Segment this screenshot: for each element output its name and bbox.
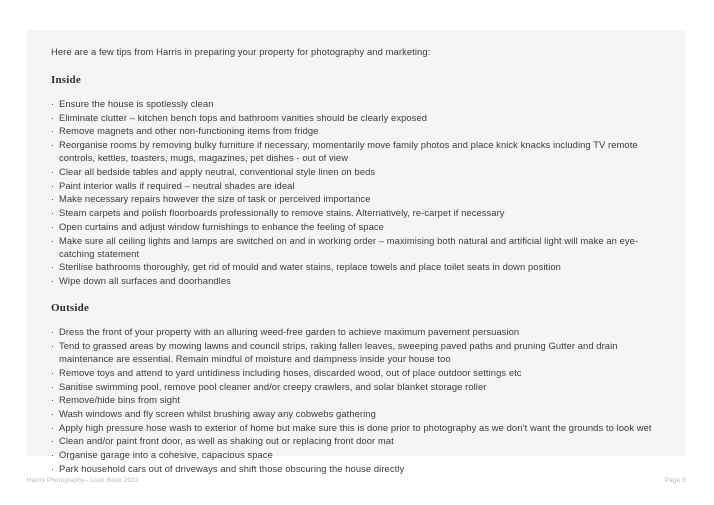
bullet-dot-icon: · [51,193,55,205]
list-item [51,234,672,260]
list-item [51,220,672,233]
list-item [51,206,672,219]
bullet-dot-icon: · [51,275,55,287]
section-heading-outside: Outside [51,302,90,315]
list-item-text: Ensure the house is spotlessly clean [59,98,214,109]
bullet-dot-icon: · [51,220,55,232]
list-item-text: Remove toys and attend to yard untidiness including hoses, discarded wood, out of place outdoor settings etc [59,366,522,378]
list-item-text: Sanitise swimming pool, remove pool cleaner and/or creepy crawlers, and solar blanket storage roller [59,380,487,392]
bullet-dot-icon: · [51,166,55,178]
list-item [51,325,672,338]
list-item [51,434,672,447]
bullet-dot-icon: · [51,394,55,406]
list-item [51,97,672,110]
list-item-text: Sterilise bathrooms thoroughly, get rid of mould and water stains, replace towels and place toilet seats in down position [59,261,561,273]
list-item-text: Wash windows and fly screen whilst brushing away any cobwebs gathering [59,408,376,420]
footer-page-number: Page 5 [664,477,686,484]
list-item-text: Eliminate clutter – kitchen bench tops and bathroom vanities should be clearly exposed [59,111,428,123]
list-item-text: Paint interior walls if required – neutral shades are ideal [59,179,295,191]
list-item-text: Reorganise rooms by removing bulky furniture if necessary, momentarily move family photos and place knick knacks including TV remote controls, kettles, toasters, mugs, magazines, pet dishes - out of view [59,139,638,164]
bullet-dot-icon: · [51,340,55,352]
list-item-text: Organise garage into a cohesive, capacious space [59,449,273,461]
list-item [51,448,672,461]
list-item-text: Make necessary repairs however the size of task or perceived importance [59,193,371,205]
bullet-dot-icon: · [51,380,55,392]
list-item-text: Open curtains and adjust window furnishings to enhance the feeling of space [59,220,384,232]
list-item-text: Apply high pressure hose wash to exterior of home but make sure this is done prior to photography as we don’t want the grounds to look wet [59,421,652,433]
list-item-text: Dress the front of your property with an alluring weed-free garden to achieve maximum pavement persuasion [59,326,520,338]
section-heading-inside: Inside [51,74,81,86]
list-item [51,179,672,192]
bullet-dot-icon: · [51,125,55,137]
content-panel [27,30,686,474]
bullet-dot-icon: · [51,98,55,109]
bullet-list-inside [51,97,672,287]
footer-document-title: Harris Photography– Look Book 2022 [27,477,139,484]
list-item [51,165,672,178]
list-item [51,124,672,137]
bullet-dot-icon: · [51,366,55,378]
list-item [51,260,672,273]
list-item [51,192,672,205]
list-item-text: Steam carpets and polish floorboards professionally to remove stains. Alternatively, re-carpet if necessary [59,207,505,219]
bullet-dot-icon: · [51,234,55,246]
bullet-dot-icon: · [51,326,55,338]
bullet-dot-icon: · [51,139,55,151]
list-item [51,407,672,420]
list-item-text: Park household cars out of driveways and shift those obscuring the house directly [59,462,405,474]
bullet-dot-icon: · [51,111,55,123]
bullet-dot-icon: · [51,435,55,447]
list-item-text: Clear all bedside tables and apply neutral, conventional style linen on beds [59,166,376,178]
list-item-text: Tend to grassed areas by mowing lawns and council strips, raking fallen leaves, sweeping paved paths and pruning Gutter and drain maintenance are essential. Remain mindful of moisture and dampness inside your house too [59,340,618,365]
list-item-text: Wipe down all surfaces and doorhandles [59,275,231,287]
list-item-text: Remove/hide bins from sight [59,394,180,406]
bullet-dot-icon: · [51,421,55,433]
list-item-text: Make sure all ceiling lights and lamps are switched on and in working order – maximising both natural and artificial light will make an eye-catching statement [59,234,639,259]
list-item [51,366,672,379]
list-item-text: Clean and/or paint front door, as well as shaking out or replacing front door mat [59,435,394,447]
list-item [51,138,672,164]
list-item-text: Remove magnets and other non-functioning items from fridge [59,125,319,137]
bullet-dot-icon: · [51,261,55,273]
list-item [51,393,672,406]
intro-paragraph: Here are a few tips from Harris in preparing your property for photography and marketing: [51,46,431,57]
list-item [51,111,672,124]
bullet-dot-icon: · [51,207,55,219]
bullet-dot-icon: · [51,462,55,474]
bullet-dot-icon: · [51,408,55,420]
list-item [51,274,672,287]
list-item [51,380,672,393]
bullet-dot-icon: · [51,449,55,461]
list-item [51,421,672,434]
list-item [51,339,672,365]
bullet-list-outside [51,325,672,475]
page-footer [27,474,686,488]
bullet-dot-icon: · [51,179,55,191]
